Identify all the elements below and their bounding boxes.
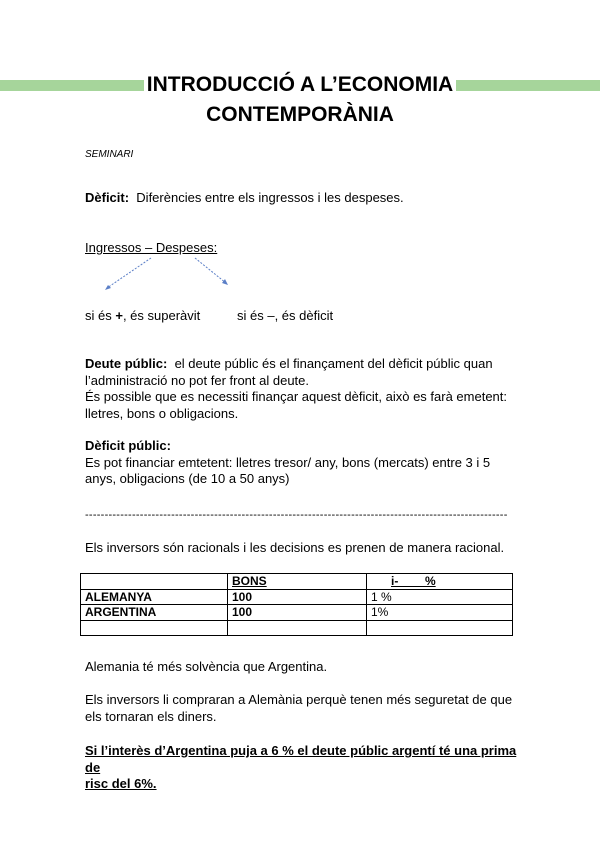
table-header-cell bbox=[81, 574, 228, 590]
table-cell: ARGENTINA bbox=[81, 605, 228, 621]
table-cell: 100 bbox=[228, 605, 367, 621]
arrow-left bbox=[107, 258, 151, 288]
page-title-line-2: CONTEMPORÀNIA bbox=[206, 103, 394, 126]
prima-risc-paragraph: Si l’interès d’Argentina puja a 6 % el deute públic argentí té una prima de risc del 6%. bbox=[85, 743, 517, 791]
ingressos-heading: Ingressos – Despeses: bbox=[85, 240, 218, 255]
table-header-cell: BONS bbox=[228, 574, 367, 590]
table-header-cell: i- % bbox=[367, 574, 513, 590]
dashed-separator: ------------------------------------------------------------------------------------------------------------ bbox=[85, 509, 508, 521]
table-row bbox=[81, 620, 513, 636]
inversors-text: Els inversors són racionals i les decisions es prenen de manera racional. bbox=[85, 540, 505, 555]
deute-public-paragraph: Deute públic: el deute públic és el finançament del dèficit públic quan l’administració no pot fer front al deute. És possible que es necessiti finançar aquest dèficit, això es farà emetent: lletres, bons o obligacions. bbox=[85, 356, 508, 421]
compraran-paragraph: Els inversors li compraran a Alemània perquè tenen més seguretat de que els tornaran els diners. bbox=[85, 692, 513, 724]
seminari-label: SEMINARI bbox=[85, 149, 134, 160]
table-row bbox=[81, 605, 513, 621]
deficit-public-paragraph: Dèficit públic: Es pot financiar emtetent: lletres tresor/ any, bons (mercats) entre 3 i 5 anys, obligacions (de 10 a 50 anys) bbox=[85, 438, 491, 486]
table-cell: 1 % bbox=[367, 589, 513, 605]
table-cell: 1% bbox=[367, 605, 513, 621]
table-row bbox=[81, 589, 513, 605]
table-cell bbox=[81, 620, 228, 636]
table-cell: ALEMANYA bbox=[81, 589, 228, 605]
table-cell bbox=[367, 620, 513, 636]
bonds-table bbox=[80, 573, 513, 636]
deficit-case: si és –, és dèficit bbox=[237, 308, 334, 323]
alemania-text: Alemania té més solvència que Argentina. bbox=[85, 659, 328, 674]
deficit-public-term: Dèficit públic: bbox=[85, 438, 171, 453]
deute-term: Deute públic: bbox=[85, 356, 168, 371]
superavit-case: si és +, és superàvit bbox=[85, 308, 201, 323]
table-header-row bbox=[81, 574, 513, 590]
branch-arrows bbox=[95, 255, 245, 295]
deficit-definition bbox=[85, 190, 525, 207]
table-cell bbox=[228, 620, 367, 636]
page-title-line-1: INTRODUCCIÓ A L’ECONOMIA bbox=[0, 72, 600, 98]
deficit-text: Diferències entre els ingressos i les despeses. bbox=[136, 190, 404, 205]
arrow-right bbox=[195, 258, 226, 283]
table-cell: 100 bbox=[228, 589, 367, 605]
deficit-term: Dèficit: bbox=[85, 190, 130, 205]
